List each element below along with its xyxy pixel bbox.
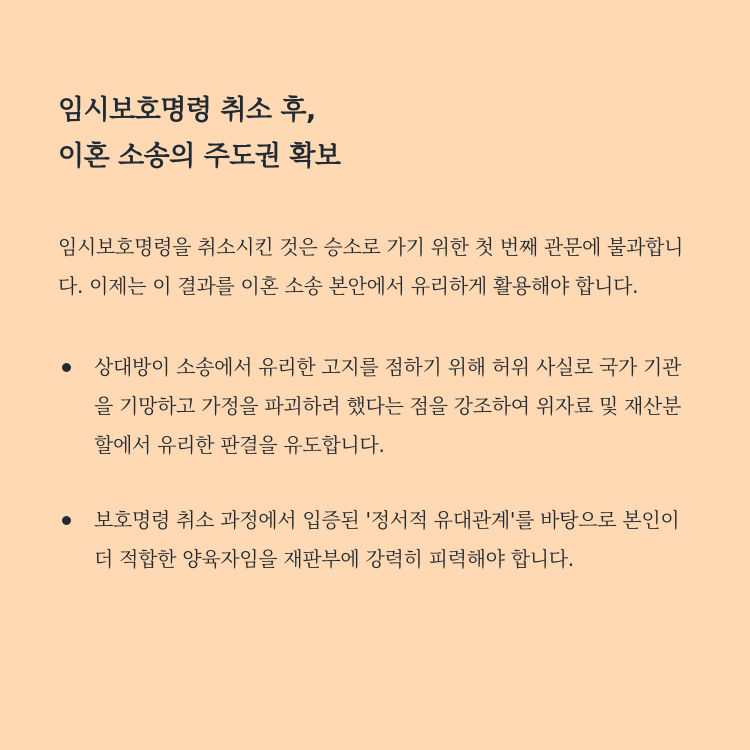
title-line-1: 임시보호명령 취소 후, [58,95,316,126]
intro-paragraph: 임시보호명령을 취소시킨 것은 승소로 가기 위한 첫 번째 관문에 불과합니다. 이제는 이 결과를 이혼 소송 본안에서 유리하게 활용해야 합니다. [58,235,684,298]
bullet-text: 보호명령 취소 과정에서 입증된 '정서적 유대관계'를 바탕으로 본인이 더 적합한 양육자임을 재판부에 강력히 피력해야 합니다. [94,508,680,571]
bullet-item [58,348,692,465]
bullet-list [58,348,692,579]
title-line-2: 이혼 소송의 주도권 확보 [58,141,341,172]
bullet-text: 상대방이 소송에서 유리한 고지를 점하기 위해 허위 사실로 국가 기관을 기망하고 가정을 파괴하려 했다는 점을 강조하여 위자료 및 재산분할에서 유리한 판결을 유도합니다. [94,355,682,457]
bullet-item [58,501,692,579]
bullet-dot-icon [62,363,71,372]
bullet-dot-icon [62,516,71,525]
page-title [58,88,692,180]
